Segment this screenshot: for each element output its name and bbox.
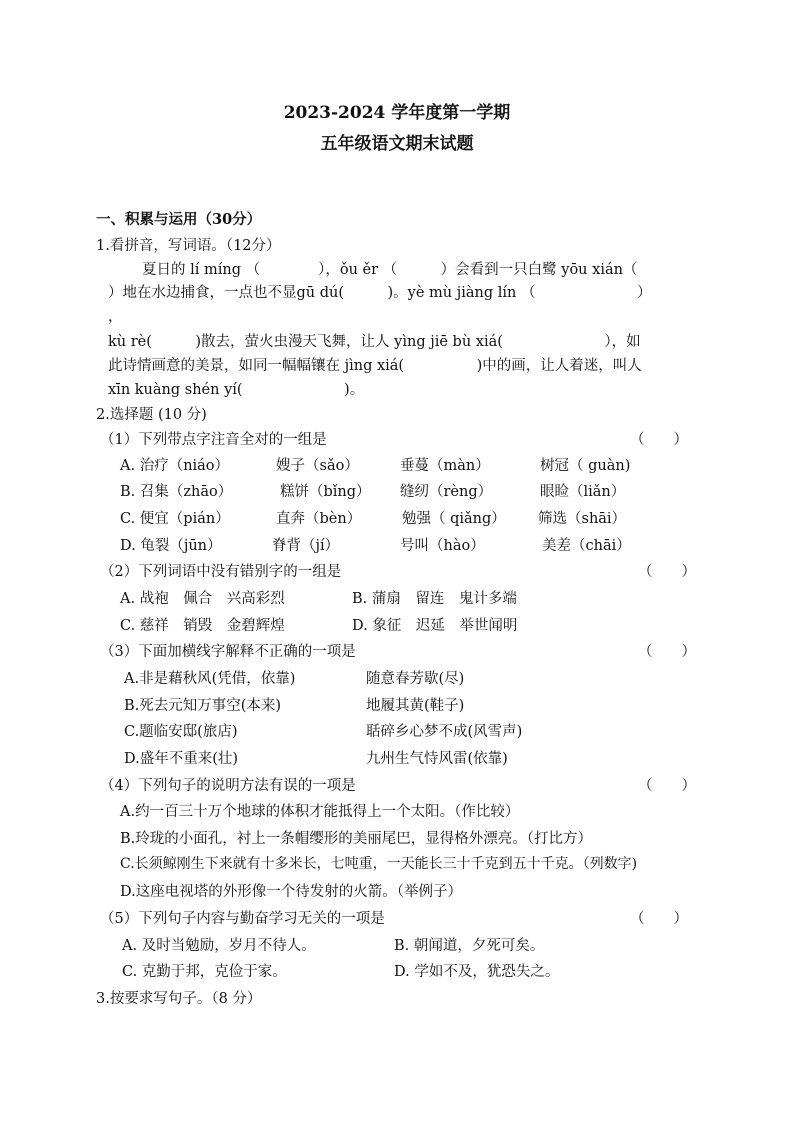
q2-1-C-2: 直奔（bèn） xyxy=(276,511,362,527)
exam-title: 2023-2024 学年度第一学期 xyxy=(283,103,511,123)
q1-line-6: xīn kuàng shén yí( )。 xyxy=(108,382,365,398)
q2-4-A: A.约一百三十万个地球的体积才能抵得上一个太阳。（作比较） xyxy=(120,804,520,820)
q2-1-D-4: 美差（chāi） xyxy=(542,538,631,554)
q2-1-A-4: 树冠（ guàn) xyxy=(540,458,631,474)
q2-1-B-4: 眼睑（liǎn） xyxy=(540,484,626,500)
q2-3-D-2: 九州生气恃风雷(依靠) xyxy=(366,751,508,767)
q2-heading: 2.选择题 (10 分) xyxy=(96,407,207,423)
q3-heading: 3.按要求写句子。（8 分） xyxy=(96,991,262,1007)
q2-1-B-2: 糕饼（bǐng） xyxy=(280,484,371,500)
q2-5-B: B. 朝闻道，夕死可矣。 xyxy=(394,938,545,954)
q2-3-C-1: C.题临安邸(旅店) xyxy=(124,724,238,740)
q2-5-D: D. 学如不及，犹恐失之。 xyxy=(394,964,560,980)
q2-5-C: C. 克勤于邦，克俭于家。 xyxy=(122,964,287,980)
q2-2-stem: （2）下列词语中没有错别字的一组是 xyxy=(100,564,342,580)
q2-1-C-4: 筛选（shāi） xyxy=(538,511,627,527)
q2-1-A-2: 嫂子（sǎo） xyxy=(276,458,359,474)
q2-1-C-1: C. 便宜（pián） xyxy=(120,511,230,527)
q2-2-B: B. 蒲扇 留连 鬼计多端 xyxy=(352,591,517,607)
q1-heading: 1.看拼音，写词语。（12分） xyxy=(96,238,281,254)
q2-1-D-3: 号叫（hào） xyxy=(400,538,485,554)
section-heading: 一、积累与运用（30分） xyxy=(96,211,262,228)
q2-5-A: A. 及时当勉励，岁月不待人。 xyxy=(122,938,316,954)
q1-line-3: ， xyxy=(108,309,123,325)
q2-1-C-3: 勉强（ qiǎng） xyxy=(402,511,506,527)
q2-1-A-1: A. 治疗（niáo） xyxy=(120,458,230,474)
q1-line-1: 夏日的 lí míng （ ），ǒu ěr （ ）会看到一只白鹭 yōu xián（ xyxy=(142,262,638,278)
q2-5-stem: （5）下列句子内容与勤奋学习无关的一项是 xyxy=(100,911,385,927)
q2-4-answer-blank[interactable]: （ ） xyxy=(638,778,696,794)
q2-3-A-1: A.非是藉秋风(凭借，依靠) xyxy=(124,671,296,687)
exam-subtitle: 五年级语文期末试题 xyxy=(320,134,474,154)
q2-1-stem: （1）下列带点字注音全对的一组是 xyxy=(100,432,327,448)
q2-1-A-3: 垂蔓（màn） xyxy=(400,458,490,474)
q2-4-stem: （4）下列句子的说明方法有误的一项是 xyxy=(100,778,356,794)
q2-1-answer-blank[interactable]: （ ） xyxy=(630,432,688,448)
q2-1-D-1: D. 龟裂（jūn） xyxy=(120,538,222,554)
q2-3-C-2: 聒碎乡心梦不成(风雪声) xyxy=(366,724,523,740)
q2-2-A: A. 战袍 佩合 兴高彩烈 xyxy=(120,591,285,607)
q2-3-answer-blank[interactable]: （ ） xyxy=(638,644,696,660)
q1-line-5: 此诗情画意的美景，如同一幅幅镶在 jìng xiá( )中的画，让人着迷，叫人 xyxy=(108,358,642,374)
q1-line-2: ）地在水边捕食，一点也不显gū dú( )。yè mù jiàng lín （ ） xyxy=(108,285,652,301)
q2-4-C: C.长须鲸刚生下来就有十多米长，七吨重，一天能长三十千克到五十千克。（列数字) xyxy=(120,856,638,872)
q2-2-answer-blank[interactable]: （ ） xyxy=(638,564,696,580)
q1-line-4: kù rè( )散去，萤火虫漫天飞舞，让人 yìng jiē bù xiá( ），如 xyxy=(108,334,641,350)
q2-1-B-3: 缝纫（rèng） xyxy=(400,484,493,500)
q2-3-D-1: D.盛年不重来(壮) xyxy=(124,751,239,767)
q2-3-B-1: B.死去元知万事空(本来) xyxy=(124,698,282,714)
q2-4-B: B.玲珑的小面孔，衬上一条帽缨形的美丽尾巴，显得格外漂亮。（打比方） xyxy=(120,831,593,847)
q2-3-A-2: 随意春芳歇(尽) xyxy=(366,671,465,687)
q2-5-answer-blank[interactable]: （ ） xyxy=(630,911,688,927)
q2-1-D-2: 脊背（jí） xyxy=(272,538,340,554)
q2-3-B-2: 地履其黄(鞋子) xyxy=(366,698,465,714)
q2-3-stem: （3）下面加横线字解释不正确的一项是 xyxy=(100,644,356,660)
q2-1-B-1: B. 召集（zhāo） xyxy=(120,484,233,500)
q2-2-D: D. 象征 迟延 举世闻明 xyxy=(352,618,518,634)
q2-2-C: C. 慈祥 销毁 金碧辉煌 xyxy=(120,618,285,634)
q2-4-D: D.这座电视塔的外形像一个待发射的火箭。（举例子） xyxy=(120,884,462,900)
